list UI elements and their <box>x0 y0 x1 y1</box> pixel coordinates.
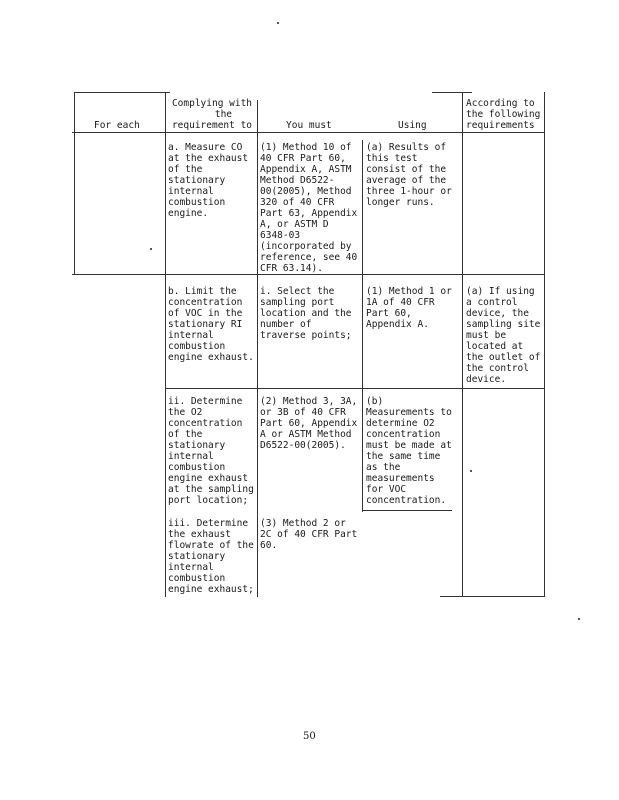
header-complying: Complying with the requirement to <box>171 98 253 131</box>
speckle <box>578 618 580 620</box>
row3-using: (b) Measurements to determine O2 concentration must be made at the same time as the measurements for VOC concentration. <box>366 396 452 506</box>
row4-you-must: (3) Method 2 or 2C of 40 CFR Part 60. <box>260 518 358 551</box>
row1-you-must: (1) Method 10 of 40 CFR Part 60, Appendix A, ASTM Method D6522- 00(2005), Method 320 of 40 CFR Part 63, Appendix A, or ASTM D 6348-03 (incorporated by reference, see 40 CFR 63.14). <box>260 142 358 274</box>
speckle <box>150 248 152 250</box>
header-you-must: You must <box>286 120 332 131</box>
row3-partial-rule <box>362 510 452 511</box>
row1-requirement: a. Measure CO at the exhaust of the stationary internal combustion engine. <box>168 142 249 219</box>
speckle <box>470 470 472 472</box>
row2-according: (a) If using a control device, the sampling site must be located at the outlet of the control device. <box>466 286 541 385</box>
speckle <box>277 22 279 24</box>
row1-using: (a) Results of this test consist of the average of the three 1-hour or longer runs. <box>366 142 452 208</box>
table-top-rule-right <box>432 92 472 93</box>
table-top-rule-left <box>75 92 170 93</box>
row3-you-must: (2) Method 3, 3A, or 3B of 40 CFR Part 60, Appendix A or ASTM Method D6522-00(2005). <box>260 396 358 451</box>
col2-divider <box>257 100 258 597</box>
header-using: Using <box>398 120 427 131</box>
col3-divider <box>362 140 363 512</box>
table-bottom-rule <box>440 596 545 597</box>
row2-requirement: b. Limit the concentration of VOC in the stationary RI internal combustion engine exhaust. <box>168 286 254 363</box>
left-border <box>74 92 75 275</box>
row3-requirement: ii. Determine the O2 concentration of the stationary internal combustion engine exhaust at the sampling port location; <box>168 396 254 506</box>
header-for-each: For each <box>94 120 140 131</box>
header-bottom-rule <box>72 132 545 133</box>
col1-divider <box>165 92 166 597</box>
row2-using: (1) Method 1 or 1A of 40 CFR Part 60, Appendix A. <box>366 286 452 330</box>
row1-bottom-rule <box>72 274 545 275</box>
row2-you-must: i. Select the sampling port location and the number of traverse points; <box>260 286 352 341</box>
row4-requirement: iii. Determine the exhaust flowrate of the stationary internal combustion engine exhaust; <box>168 518 254 595</box>
header-according: According to the following requirements <box>466 98 541 131</box>
right-border <box>544 92 545 597</box>
row2-bottom-rule <box>165 388 545 389</box>
page-number: 50 <box>303 731 316 742</box>
col4-divider <box>462 92 463 597</box>
